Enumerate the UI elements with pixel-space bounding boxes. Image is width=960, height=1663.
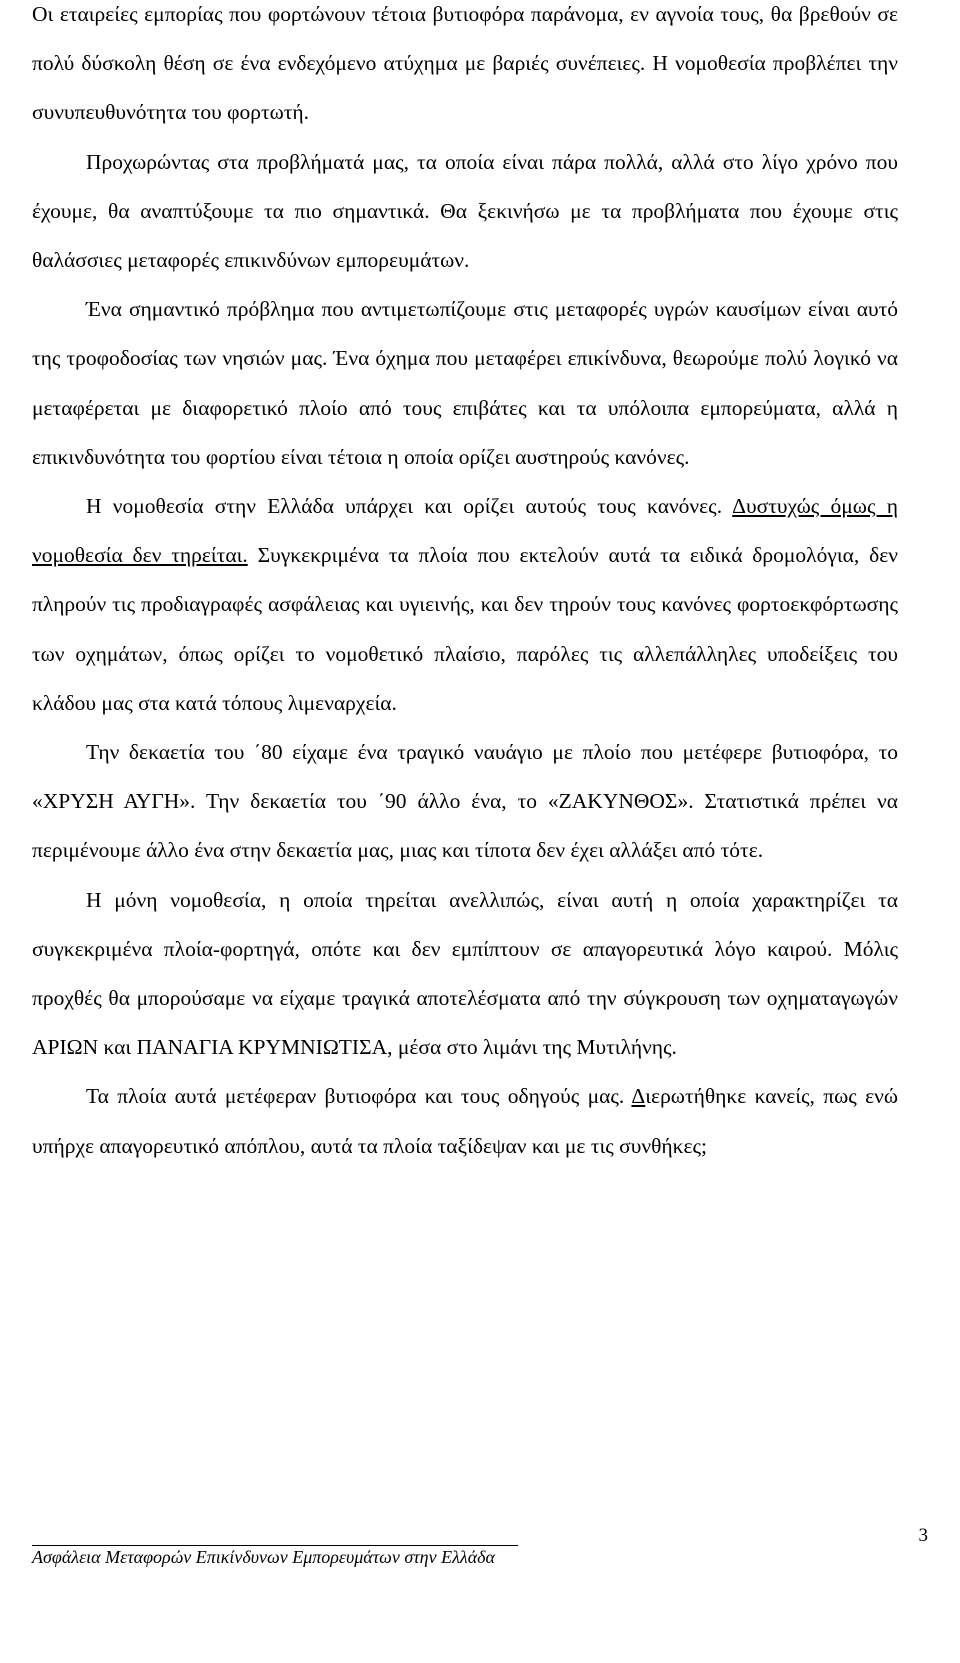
- paragraph: Η μόνη νομοθεσία, η οποία τηρείται ανελλιπώς, είναι αυτή η οποία χαρακτηρίζει τα συγκεκριμένα πλοία-φορτηγά, οπότε και δεν εμπίπτουν σε απαγορευτικά λόγο καιρού. Μόλις προχθές θα μπορούσαμε να είχαμε τραγικά αποτελέσματα από την σύγκρουση των οχηματαγωγών ΑΡΙΩΝ και ΠΑΝΑΓΙΑ ΚΡΥΜΝΙΩΤΙΣΑ, μέσα στο λιμάνι της Μυτιλήνης.: [32, 887, 898, 1060]
- page-number: 3: [918, 1525, 928, 1546]
- paragraph: Ένα σημαντικό πρόβλημα που αντιμετωπίζουμε στις μεταφορές υγρών καυσίμων είναι αυτό της τροφοδοσίας των νησιών μας. Ένα όχημα που μεταφέρει επικίνδυνα, θεωρούμε πολύ λογικό να μεταφέρεται με διαφορετικό πλοίο από τους επιβάτες και τα υπόλοιπα εμπορεύματα, αλλά η επικινδυνότητα του φορτίου είναι τέτοια η οποία ορίζει αυστηρούς κανόνες.: [32, 297, 898, 469]
- body-text: [32, 0, 898, 1171]
- paragraph: Η νομοθεσία στην Ελλάδα υπάρχει και ορίζει αυτούς τους κανόνες. Δυστυχώς όμως η νομοθεσία δεν τηρείται. Συγκεκριμένα τα πλοία που εκτελούν αυτά τα ειδικά δρομολόγια, δεν πληρούν τις προδιαγραφές ασφάλειας και υγιεινής, και δεν τηρούν τους κανόνες φορτοεκφόρτωσης των οχημάτων, όπως ορίζει το νομοθετικό πλαίσιο, παρόλες τις αλλεπάλληλες υποδείξεις του κλάδου μας στα κατά τόπους λιμεναρχεία.: [32, 494, 898, 715]
- underlined-text: Δ: [631, 1084, 646, 1109]
- footer-divider: [32, 1545, 518, 1546]
- paragraph: Προχωρώντας στα προβλήματά μας, τα οποία είναι πάρα πολλά, αλλά στο λίγο χρόνο που έχουμε, θα αναπτύξουμε τα πιο σημαντικά. Θα ξεκινήσω με τα προβλήματα που έχουμε στις θαλάσσιες μεταφορές επικινδύνων εμπορευμάτων.: [32, 149, 898, 273]
- footer-title: Ασφάλεια Μεταφορών Επικίνδυνων Εμπορευμάτων στην Ελλάδα: [32, 1547, 495, 1567]
- paragraph: Οι εταιρείες εμπορίας που φορτώνουν τέτοια βυτιοφόρα παράνομα, εν αγνοία τους, θα βρεθούν σε πολύ δύσκολη θέση σε ένα ενδεχόμενο ατύχημα με βαριές συνέπειες. Η νομοθεσία προβλέπει την συνυπευθυνότητα του φορτωτή.: [32, 2, 898, 125]
- underlined-text: Δυστυχώς όμως η νομοθεσία δεν τηρείται.: [32, 494, 898, 568]
- paragraph: Την δεκαετία του ΄80 είχαμε ένα τραγικό ναυάγιο με πλοίο που μετέφερε βυτιοφόρα, το «ΧΡΥΣΗ ΑΥΓΗ». Την δεκαετία του ΄90 άλλο ένα, το «ΖΑΚΥΝΘΟΣ». Στατιστικά πρέπει να περιμένουμε άλλο ένα στην δεκαετία μας, μιας και τίποτα δεν έχει αλλάξει από τότε.: [32, 740, 898, 863]
- paragraph: Τα πλοία αυτά μετέφεραν βυτιοφόρα και τους οδηγούς μας. Διερωτήθηκε κανείς, πως ενώ υπήρχε απαγορευτικό απόπλου, αυτά τα πλοία ταξίδεψαν και με τις συνθήκες;: [32, 1084, 898, 1158]
